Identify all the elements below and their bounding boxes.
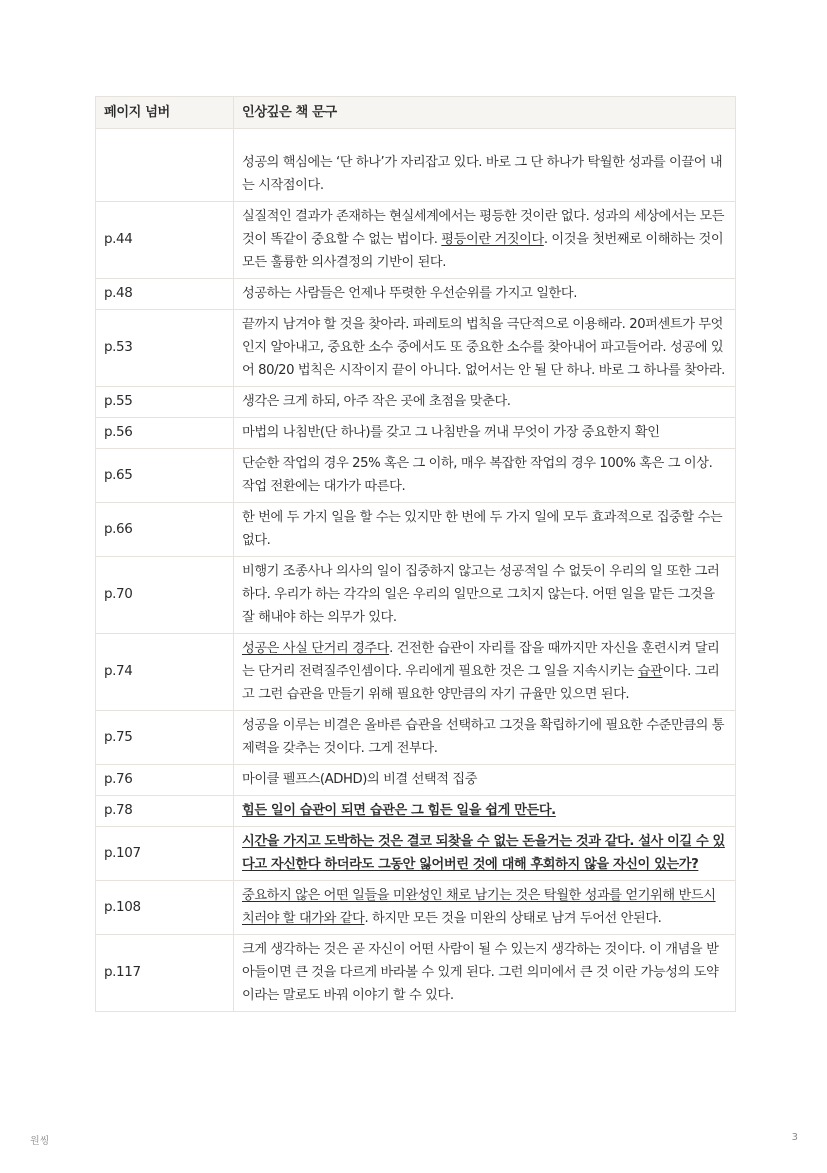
quote-text: 성공의 핵심에는 ‘단 하나’가 자리잡고 있다. 바로 그 단 하나가 탁월한 성과를 이끌어 내는 시작점이다. bbox=[242, 155, 723, 193]
quote-text: 마이클 펠프스(ADHD)의 비결 선택적 집중 bbox=[242, 772, 478, 787]
quote-cell bbox=[234, 634, 736, 711]
quote-text: 힘든 일이 습관이 되면 습관은 그 힘든 일을 쉽게 만든다. bbox=[242, 803, 556, 818]
page-number-cell: p.78 bbox=[96, 796, 234, 827]
footer-book-title: 원씽 bbox=[30, 1136, 50, 1147]
page-number-cell: p.117 bbox=[96, 935, 234, 1012]
table-row bbox=[96, 557, 736, 634]
table-row bbox=[96, 387, 736, 418]
page-number-cell: p.48 bbox=[96, 279, 234, 310]
quote-cell bbox=[234, 796, 736, 827]
quote-cell bbox=[234, 765, 736, 796]
quote-text: 단순한 작업의 경우 25% 혹은 그 이하, 매우 복잡한 작업의 경우 100% 혹은 그 이상. 작업 전환에는 대가가 따른다. bbox=[242, 456, 713, 494]
quote-cell bbox=[234, 881, 736, 935]
quote-text: 생각은 크게 하되, 아주 작은 곳에 초점을 맞춘다. bbox=[242, 394, 511, 409]
quote-cell bbox=[234, 202, 736, 279]
table-row bbox=[96, 796, 736, 827]
quote-text: 이다. 그리고 그런 습관을 만들기 위해 필요한 양만큼의 자기 규율만 있으면 된다. bbox=[242, 664, 720, 702]
table-row bbox=[96, 765, 736, 796]
table-row bbox=[96, 827, 736, 881]
footer-page-number: 3 bbox=[791, 1132, 798, 1143]
quote-text: 성공하는 사람들은 언제나 뚜렷한 우선순위를 가지고 일한다. bbox=[242, 286, 578, 301]
page-number-cell: p.70 bbox=[96, 557, 234, 634]
table-row bbox=[96, 279, 736, 310]
quote-text: 크게 생각하는 것은 곧 자신이 어떤 사람이 될 수 있는지 생각하는 것이다. 이 개념을 받아들이면 큰 것을 다르게 바라볼 수 있게 된다. 그런 의미에서 큰 것 이란 가능성의 도약이라는 말로도 바꿔 이야기 할 수 있다. bbox=[242, 942, 719, 1003]
quote-table bbox=[95, 96, 736, 1012]
quote-cell bbox=[234, 387, 736, 418]
quote-cell bbox=[234, 711, 736, 765]
quote-cell bbox=[234, 449, 736, 503]
quote-cell bbox=[234, 827, 736, 881]
page-number-cell: p.107 bbox=[96, 827, 234, 881]
page-number-cell: p.75 bbox=[96, 711, 234, 765]
page-number-cell bbox=[96, 129, 234, 202]
table-row bbox=[96, 881, 736, 935]
table-row bbox=[96, 935, 736, 1012]
quote-text: 실질적인 결과가 존재하는 현실세계에서는 평등한 것이란 없다. 성과의 세상에서는 모든 것이 똑같이 중요할 수 없는 법이다. bbox=[242, 209, 725, 247]
quote-cell bbox=[234, 503, 736, 557]
quote-cell bbox=[234, 557, 736, 634]
quote-cell bbox=[234, 129, 736, 202]
table-row bbox=[96, 418, 736, 449]
quote-text: 마법의 나침반(단 하나)를 갖고 그 나침반을 꺼내 무엇이 가장 중요한지 확인 bbox=[242, 425, 660, 440]
table-row bbox=[96, 634, 736, 711]
quote-text: 성공을 이루는 비결은 올바른 습관을 선택하고 그것을 확립하기에 필요한 수준만큼의 통제력을 갖추는 것이다. 그게 전부다. bbox=[242, 718, 725, 756]
table-row bbox=[96, 449, 736, 503]
table-row bbox=[96, 202, 736, 279]
table-row bbox=[96, 129, 736, 202]
quote-cell bbox=[234, 310, 736, 387]
quote-text: 평등이란 거짓이다 bbox=[441, 232, 544, 247]
quote-text: 끝까지 남겨야 할 것을 찾아라. 파레토의 법칙을 극단적으로 이용해라. 20퍼센트가 무엇인지 알아내고, 중요한 소수 중에서도 또 중요한 소수를 찾아내어 파고들어라. 성공에 있어 80/20 법칙은 시작이지 끝이 아니다. 없어서는 안 될 단 하나. 바로 그 하나를 찾아라. bbox=[242, 317, 725, 378]
table-header-row bbox=[96, 97, 736, 129]
page-number-cell: p.44 bbox=[96, 202, 234, 279]
quote-text: . 건전한 습관이 자리를 잡을 때까지만 자신을 훈련시켜 달리는 단거리 전력질주인셈이다. 우리에게 필요한 것은 그 일을 지속시키는 bbox=[242, 641, 720, 679]
page-number-cell: p.108 bbox=[96, 881, 234, 935]
page-number-cell: p.74 bbox=[96, 634, 234, 711]
quote-cell bbox=[234, 935, 736, 1012]
quote-cell bbox=[234, 418, 736, 449]
quote-text: . 하지만 모든 것을 미완의 상태로 남겨 두어선 안된다. bbox=[364, 911, 662, 926]
table-row bbox=[96, 711, 736, 765]
quote-text: 시간을 가지고 도박하는 것은 결코 되찾을 수 없는 돈을거는 것과 같다. 설사 이길 수 있다고 자신한다 하더라도 그동안 잃어버린 것에 대해 후회하지 않을 자신이 있는가? bbox=[242, 834, 725, 872]
quote-text: . 이것을 첫번째로 이해하는 것이 모든 훌륭한 의사결정의 기반이 된다. bbox=[242, 232, 724, 270]
table-row bbox=[96, 310, 736, 387]
page-number-cell: p.56 bbox=[96, 418, 234, 449]
quote-text: 비행기 조종사나 의사의 일이 집중하지 않고는 성공적일 수 없듯이 우리의 일 또한 그러하다. 우리가 하는 각각의 일은 우리의 일만으로 그치지 않는다. 어떤 일을 맡든 그것을 잘 해내야 하는 의무가 있다. bbox=[242, 564, 720, 625]
page-number-cell: p.76 bbox=[96, 765, 234, 796]
page-number-cell: p.66 bbox=[96, 503, 234, 557]
quote-text: 성공은 사실 단거리 경주다 bbox=[242, 641, 390, 656]
page-number-cell: p.53 bbox=[96, 310, 234, 387]
table-row bbox=[96, 503, 736, 557]
header-quote: 인상깊은 책 문구 bbox=[234, 97, 736, 129]
quote-text: 중요하지 않은 어떤 일들을 미완성인 채로 남기는 것은 탁월한 성과를 얻기위해 반드시 치러야 할 대가와 같다 bbox=[242, 888, 716, 926]
quote-cell bbox=[234, 279, 736, 310]
header-page-number: 페이지 넘버 bbox=[96, 97, 234, 129]
page-number-cell: p.55 bbox=[96, 387, 234, 418]
quote-text: 한 번에 두 가지 일을 할 수는 있지만 한 번에 두 가지 일에 모두 효과적으로 집중할 수는 없다. bbox=[242, 510, 723, 548]
quote-text: 습관 bbox=[637, 664, 663, 679]
page-number-cell: p.65 bbox=[96, 449, 234, 503]
